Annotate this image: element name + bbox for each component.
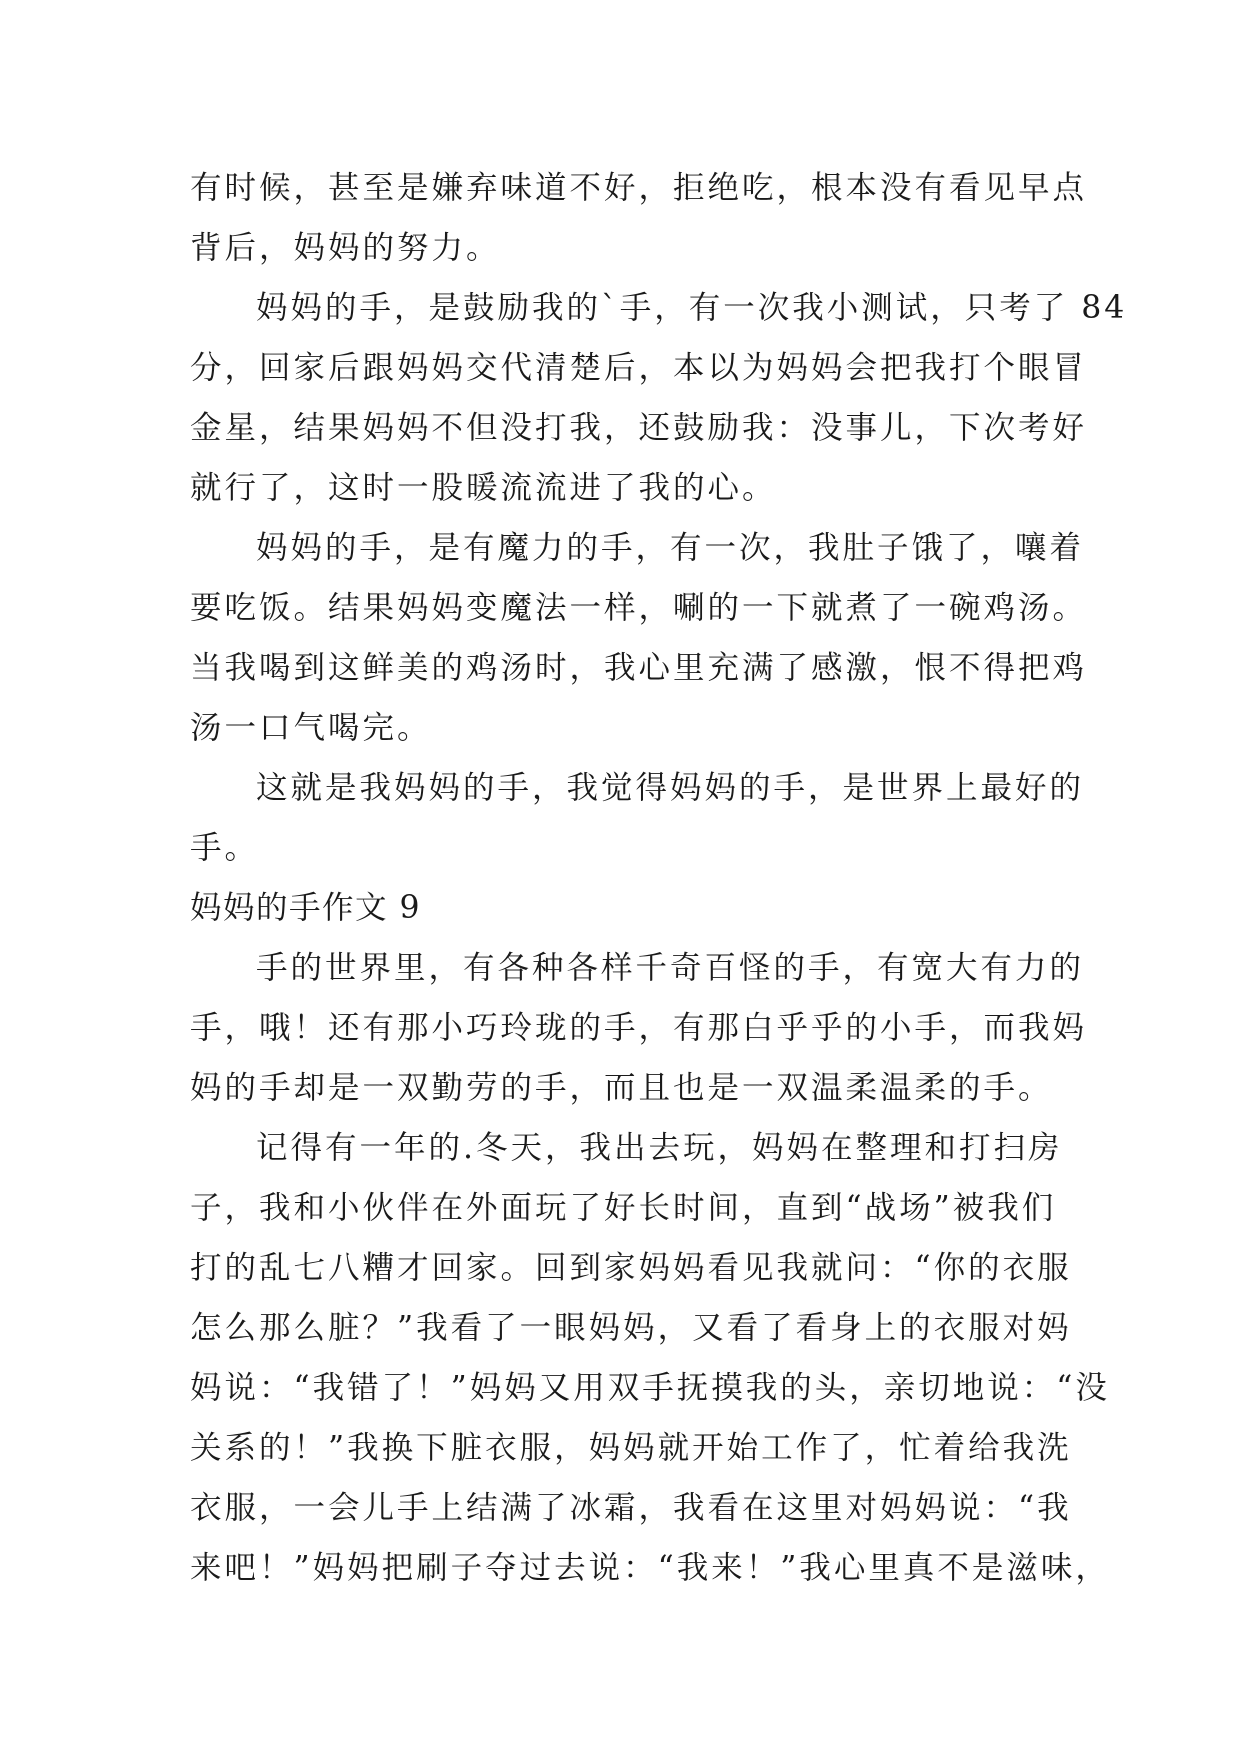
text-line: 妈的手却是一双勤劳的手，而且也是一双温柔温柔的手。 (190, 1070, 1053, 1106)
paragraph-start-line: 这就是我妈妈的手，我觉得妈妈的手，是世界上最好的 (256, 770, 1085, 806)
text-line: 衣服，一会儿手上结满了冰霜，我看在这里对妈妈说：“我 (190, 1490, 1072, 1526)
document-body (190, 158, 1128, 1598)
text-line: 打的乱七八糟才回家。回到家妈妈看见我就问：“你的衣服 (190, 1250, 1072, 1286)
paragraph-start-line: 妈妈的手，是有魔力的手，有一次，我肚子饿了，嚷着 (256, 530, 1085, 566)
text-line: 当我喝到这鲜美的鸡汤时，我心里充满了感激，恨不得把鸡 (190, 650, 1088, 686)
text-line: 手。 (190, 830, 260, 866)
text-line: 就行了，这时一股暖流流进了我的心。 (190, 470, 777, 506)
text-line: 妈说：“我错了！”妈妈又用双手抚摸我的头，亲切地说：“没 (190, 1370, 1110, 1406)
paragraph-start-line: 手的世界里，有各种各样千奇百怪的手，有宽大有力的 (256, 950, 1085, 986)
text-line: 背后，妈妈的努力。 (190, 230, 501, 266)
text-line: 关系的！”我换下脏衣服，妈妈就开始工作了，忙着给我洗 (190, 1430, 1072, 1466)
text-line: 汤一口气喝完。 (190, 710, 432, 746)
text-line: 分，回家后跟妈妈交代清楚后，本以为妈妈会把我打个眼冒 (190, 350, 1088, 386)
text-line: 怎么那么脏？”我看了一眼妈妈，又看了看身上的衣服对妈 (190, 1310, 1072, 1346)
text-line: 金星，结果妈妈不但没打我，还鼓励我：没事儿，下次考好 (190, 410, 1088, 446)
text-line: 手，哦！还有那小巧玲珑的手，有那白乎乎的小手，而我妈 (190, 1010, 1088, 1046)
section-heading: 妈妈的手作文 9 (190, 890, 422, 926)
text-line: 要吃饭。结果妈妈变魔法一样，唰的一下就煮了一碗鸡汤。 (190, 590, 1088, 626)
paragraph-start-line: 记得有一年的.冬天，我出去玩，妈妈在整理和打扫房 (256, 1130, 1063, 1166)
text-line: 有时候，甚至是嫌弃味道不好，拒绝吃，根本没有看见早点 (190, 170, 1088, 206)
paragraph-start-line: 妈妈的手，是鼓励我的`手，有一次我小测试，只考了 84 (256, 290, 1128, 326)
text-line: 子，我和小伙伴在外面玩了好长时间，直到“战场”被我们 (190, 1190, 1057, 1226)
text-line: 来吧！”妈妈把刷子夺过去说：“我来！”我心里真不是滋味， (190, 1550, 1110, 1586)
